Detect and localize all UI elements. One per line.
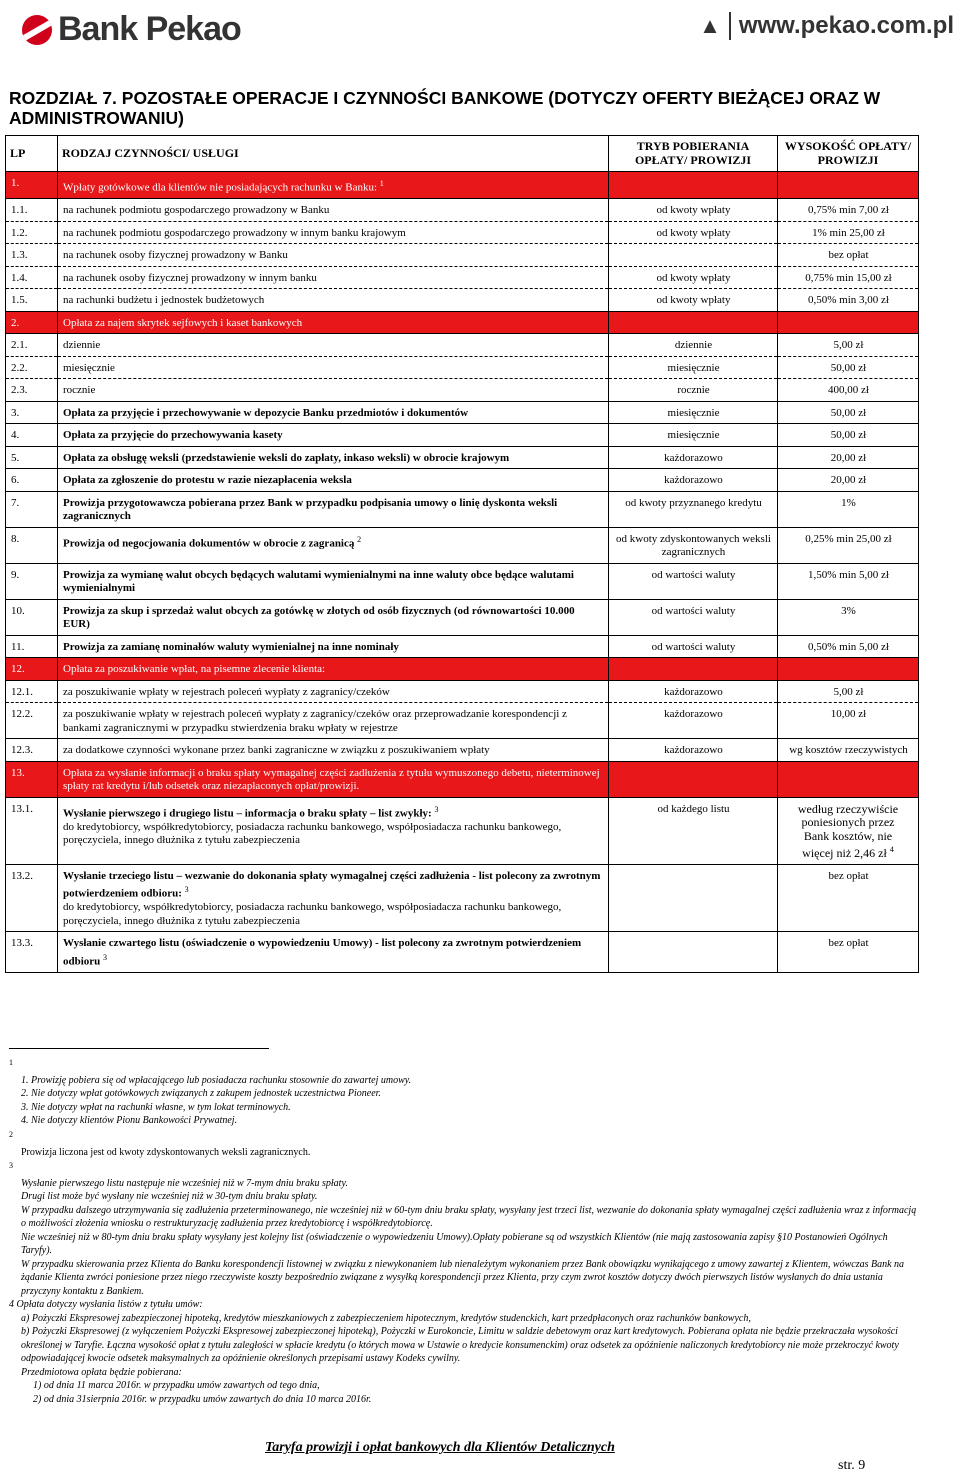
chapter-title: ROZDZIAŁ 7. POZOSTAŁE OPERACJE I CZYNNOŚCI BANKOWE (DOTYCZY OFERTY BIEŻĄCEJ ORAZ W ADMINISTROWANIU)	[9, 88, 881, 128]
row-value	[778, 739, 919, 762]
row-value	[778, 797, 919, 864]
row-lp: 12.1.	[6, 680, 58, 703]
row-value-text: bez opłat	[828, 249, 869, 262]
footnote-ref: 2	[357, 534, 362, 544]
row-value-text: 0,75% min 15,00 zł	[805, 271, 892, 284]
row-value-text: 20,00 zł	[830, 451, 867, 464]
table-row	[6, 334, 919, 357]
table-row	[6, 761, 919, 797]
row-name-text: miesięcznie	[63, 361, 115, 374]
row-value	[778, 424, 919, 447]
table-row	[6, 703, 919, 739]
row-name	[58, 527, 609, 563]
row-tryb: od kwoty wpłaty	[609, 199, 778, 222]
row-tryb	[609, 244, 778, 267]
row-value	[778, 527, 919, 563]
row-value	[778, 680, 919, 703]
row-lp: 9.	[6, 563, 58, 599]
row-name-text: na rachunek podmiotu gospodarczego prowadzony w innym banku krajowym	[63, 226, 406, 239]
row-name	[58, 680, 609, 703]
row-value-text: 0,50% min 5,00 zł	[808, 640, 889, 653]
row-name-text: na rachunek podmiotu gospodarczego prowadzony w Banku	[63, 204, 330, 217]
row-lp: 2.	[6, 311, 58, 334]
row-tryb	[609, 761, 778, 797]
row-value-text: bez opłat	[828, 869, 869, 882]
row-lp: 1.3.	[6, 244, 58, 267]
header-lp: LP	[6, 136, 58, 172]
row-value-text: 50,00 zł	[830, 361, 867, 374]
footnote: Drugi list może być wysłany nie wcześniej niż w 30-tym dniu braku spłaty.	[21, 1191, 318, 1203]
footnote: W przypadku dalszego utrzymywania się zadłużenia przeterminowanego, nie wcześniej niż w 60-tym dniu braku spłaty, wysyłany jest trzeci list, wezwanie do dokonania spłaty wymagalnej części zadłużenia wraz z informacją o możliwości złożenia wniosku o restrukturyzację zadłużenia przez kredytobiorcę i współkredytobiorcę.	[21, 1204, 917, 1230]
site-url-block	[699, 12, 954, 40]
row-lp: 5.	[6, 446, 58, 469]
row-value	[778, 658, 919, 681]
table-row	[6, 424, 919, 447]
row-tryb: od wartości waluty	[609, 599, 778, 635]
table-body	[6, 172, 919, 973]
row-value-text: 0,75% min 7,00 zł	[808, 204, 889, 217]
row-value	[778, 199, 919, 222]
table-row	[6, 199, 919, 222]
row-name	[58, 635, 609, 658]
row-name-text: rocznie	[63, 384, 96, 397]
row-lp: 10.	[6, 599, 58, 635]
table-row	[6, 739, 919, 762]
row-tryb: od kwoty wpłaty	[609, 289, 778, 312]
row-name-text: Wysłanie pierwszego i drugiego listu – informacja o braku spłaty – list zwykły:	[63, 807, 432, 820]
row-name-text: Opłata za poszukiwanie wpłat, na pisemne zlecenie klienta:	[63, 663, 326, 676]
table-row	[6, 244, 919, 267]
row-tryb: od wartości waluty	[609, 635, 778, 658]
row-value-text: 1%	[841, 496, 856, 509]
fn-marker: 3	[9, 1161, 13, 1171]
site-url[interactable]: www.pekao.com.pl	[738, 12, 954, 39]
row-tryb: od kwoty przyznanego kredytu	[609, 491, 778, 527]
footnote: Wysłanie pierwszego listu następuje nie wcześniej niż w 7-mym dniu braku spłaty.	[21, 1177, 348, 1189]
row-value	[778, 446, 919, 469]
row-name	[58, 703, 609, 739]
row-tryb	[609, 172, 778, 199]
footnote: W przypadku skierowania przez Klienta do Banku korespondencji listownej w związku z niewykonaniem lub nienależytym wykonaniem przez Bank obowiązku wynikającego z umowy zawartej z Klientem, wówczas Bank na żądanie Klienta zwróci poniesione przez niego rzeczywiste koszty bezpośrednio związane z wysyłką korespondencji przez Klienta, przy czym zwrot kosztów dotyczy dwóch pierwszych listów wysłanych do dnia ustania przyczyny kontaktu z Bankiem.	[21, 1258, 905, 1297]
row-value	[778, 356, 919, 379]
row-lp: 2.1.	[6, 334, 58, 357]
table-row	[6, 658, 919, 681]
row-name-text: za dodatkowe czynności wykonane przez banki zagraniczne w związku z poszukiwaniem wpłaty	[63, 744, 490, 757]
table-row	[6, 527, 919, 563]
row-name-text: Wpłaty gotówkowe dla klientów nie posiadających rachunku w Banku:	[63, 181, 378, 194]
row-name-text: Opłata za wysłanie informacji o braku spłaty wymagalnej części zadłużenia z tytułu wymuszonego debetu, nieterminowej spłaty rat kredytu i/lub odsetek oraz niezapłaconych opłat/prowizji.	[63, 766, 600, 793]
footnote: Przedmiotowa opłata będzie pobierana:	[21, 1366, 182, 1378]
row-name	[58, 266, 609, 289]
footnote-ref: 1	[379, 179, 384, 188]
row-value	[778, 221, 919, 244]
row-name-text: Prowizja od negocjowania dokumentów w obrocie z zagranicą	[63, 537, 355, 550]
row-value-text: 20,00 zł	[830, 474, 867, 487]
footnote-ref: 4	[889, 845, 894, 855]
table-row	[6, 932, 919, 973]
table-row	[6, 680, 919, 703]
row-name-text: Prowizja przygotowawcza pobierana przez Bank w przypadku podpisania umowy o linię dyskonta weksli zagranicznych	[63, 496, 558, 523]
row-name	[58, 599, 609, 635]
row-name	[58, 469, 609, 492]
row-name	[58, 334, 609, 357]
row-lp: 8.	[6, 527, 58, 563]
row-value	[778, 563, 919, 599]
row-name	[58, 424, 609, 447]
row-lp: 12.3.	[6, 739, 58, 762]
row-value	[778, 932, 919, 973]
row-name	[58, 199, 609, 222]
table-row	[6, 172, 919, 199]
row-value-text: 5,00 zł	[833, 685, 864, 698]
table-row	[6, 469, 919, 492]
row-tryb: miesięcznie	[609, 424, 778, 447]
pekao-logo-icon	[22, 15, 52, 45]
row-value	[778, 379, 919, 402]
row-value-text: 3%	[841, 604, 856, 617]
row-name-text: Opłata za przyjęcie i przechowywanie w depozycie Banku przedmiotów i dokumentów	[63, 406, 469, 419]
footnote: a) Pożyczki Ekspresowej zabezpieczonej hipoteką, kredytów mieszkaniowych z zabezpieczeniem hipotecznym, kredytów studenckich, kart przedpłaconych oraz rachunków bankowych,	[21, 1312, 751, 1324]
row-lp: 12.	[6, 658, 58, 681]
table-row	[6, 379, 919, 402]
footnote: Prowizja liczona jest od kwoty zdyskontowanych weksli zagranicznych.	[21, 1146, 311, 1158]
row-value-text: 10,00 zł	[830, 708, 867, 721]
footnote-ref: 3	[184, 885, 189, 895]
footnote: 1. Prowizję pobiera się od wpłacającego lub posiadacza rachunku stosownie do zawartej umowy.	[21, 1074, 412, 1086]
divider	[729, 12, 731, 40]
row-name	[58, 311, 609, 334]
row-name-text: Opłata za najem skrytek sejfowych i kaset bankowych	[63, 316, 303, 329]
row-tryb: od wartości waluty	[609, 563, 778, 599]
row-value	[778, 703, 919, 739]
row-tryb	[609, 311, 778, 334]
row-tryb: dziennie	[609, 334, 778, 357]
row-name	[58, 289, 609, 312]
table-row	[6, 446, 919, 469]
row-tryb	[609, 932, 778, 973]
row-name-text: Wysłanie trzeciego listu – wezwanie do dokonania spłaty wymagalnej części zadłużenia - list polecony za zwrotnym potwierdzeniem odbioru:	[63, 869, 601, 900]
row-name	[58, 446, 609, 469]
table-row	[6, 599, 919, 635]
table-row	[6, 401, 919, 424]
row-name	[58, 739, 609, 762]
row-tryb	[609, 864, 778, 932]
row-lp: 1.	[6, 172, 58, 199]
row-name	[58, 563, 609, 599]
row-value	[778, 761, 919, 797]
row-tryb: od kwoty wpłaty	[609, 266, 778, 289]
row-tryb: rocznie	[609, 379, 778, 402]
row-tryb: każdorazowo	[609, 446, 778, 469]
row-name	[58, 658, 609, 681]
row-value	[778, 635, 919, 658]
row-value-text: 5,00 zł	[833, 339, 864, 352]
tariff-footer: Taryfa prowizji i opłat bankowych dla Klientów Detalicznych	[265, 1440, 615, 1455]
bison-icon: ▲	[699, 13, 721, 38]
row-lp: 13.3.	[6, 932, 58, 973]
row-lp: 13.2.	[6, 864, 58, 932]
row-lp: 4.	[6, 424, 58, 447]
row-name	[58, 491, 609, 527]
row-name	[58, 761, 609, 797]
row-lp: 13.1.	[6, 797, 58, 864]
row-lp: 1.2.	[6, 221, 58, 244]
row-lp: 2.2.	[6, 356, 58, 379]
footnote: 4. Nie dotyczy klientów Pionu Bankowości Prywatnej.	[21, 1115, 238, 1127]
row-value	[778, 334, 919, 357]
table-row	[6, 563, 919, 599]
header-rodzaj: RODZAJ CZYNNOŚCI/ USŁUGI	[58, 136, 609, 172]
table-row	[6, 266, 919, 289]
row-name-text: na rachunek osoby fizycznej prowadzony w innym banku	[63, 271, 317, 284]
fn-marker: 1	[9, 1058, 13, 1067]
footnote: 2. Nie dotyczy wpłat gotówkowych związanych z zakupem jednostek uczestnictwa Pioneer.	[21, 1088, 381, 1100]
row-name	[58, 797, 609, 864]
footnote: 2) od dnia 31sierpnia 2016r. w przypadku umów zawartych do dnia 10 marca 2016r.	[33, 1393, 372, 1405]
row-value-text: 0,25% min 25,00 zł	[805, 532, 892, 545]
row-name-text: dziennie	[63, 339, 101, 352]
row-value	[778, 311, 919, 334]
row-tryb: od każdego listu	[609, 797, 778, 864]
row-value	[778, 599, 919, 635]
row-name	[58, 172, 609, 199]
row-value	[778, 244, 919, 267]
row-tryb: miesięcznie	[609, 401, 778, 424]
row-name	[58, 401, 609, 424]
row-name-text: Opłata za zgłoszenie do protestu w razie niezapłacenia weksla	[63, 474, 352, 487]
row-name-text: za poszukiwanie wpłaty w rejestrach poleceń wypłaty z zagranicy/czeków	[63, 685, 390, 698]
row-lp: 1.1.	[6, 199, 58, 222]
row-value	[778, 266, 919, 289]
row-value-text: bez opłat	[828, 937, 869, 950]
row-lp: 1.4.	[6, 266, 58, 289]
footnote-divider	[9, 1048, 269, 1049]
row-name	[58, 864, 609, 932]
footnote: 1) od dnia 11 marca 2016r. w przypadku umów zawartych od tego dnia,	[33, 1380, 320, 1392]
row-lp: 11.	[6, 635, 58, 658]
row-name	[58, 379, 609, 402]
row-tryb: od kwoty wpłaty	[609, 221, 778, 244]
table-row	[6, 491, 919, 527]
footnote-ref: 3	[434, 804, 439, 814]
row-tryb: każdorazowo	[609, 703, 778, 739]
row-description: do kredytobiorcy, współkredytobiorcy, posiadacza rachunku bankowego, współposiadacza rachunku bankowego, poręczyciela, innego dłużnika z tytułu zabezpieczenia	[63, 901, 562, 927]
footnote: 4 Opłata dotyczy wysłania listów z tytułu umów:	[9, 1299, 203, 1311]
page-number: str. 9	[838, 1458, 866, 1473]
row-value-text: 0,50% min 3,00 zł	[808, 294, 889, 307]
footnote: Nie wcześniej niż w 80-tym dniu braku spłaty wysyłany jest kolejny list (oświadczenie o wypowiedzeniu Umowy).Opłaty pobierane są od wszystkich Klientów (nie mają zastosowania zapisy §10 Postanowień Ogólnych Taryfy).	[21, 1231, 888, 1257]
row-name-text: Opłata za przyjęcie do przechowywania kasety	[63, 429, 283, 442]
row-value	[778, 401, 919, 424]
row-value	[778, 491, 919, 527]
row-description: do kredytobiorcy, współkredytobiorcy, posiadacza rachunku bankowego, współposiadacza rachunku bankowego, poręczyciela, innego dłużnika z tytułu zabezpieczenia	[63, 820, 562, 847]
fn-marker: 2	[9, 1129, 13, 1139]
row-name	[58, 221, 609, 244]
row-name-text: Opłata za obsługę weksli (przedstawienie weksli do zapłaty, inkaso weksli) w obrocie krajowym	[63, 451, 510, 464]
table-row	[6, 289, 919, 312]
row-tryb: każdorazowo	[609, 739, 778, 762]
table-header	[6, 136, 919, 172]
fees-table	[5, 135, 919, 973]
header-wysokosc: WYSOKOŚĆ OPŁATY/ PROWIZJI	[778, 136, 919, 172]
row-value	[778, 172, 919, 199]
footnote: 3. Nie dotyczy wpłat na rachunki własne, w tym lokat terminowych.	[21, 1101, 291, 1113]
row-value-text: według rzeczywiście poniesionych przez Bank kosztów, nie więcej niż 2,46 zł	[797, 801, 899, 861]
table-row	[6, 635, 919, 658]
row-name-text: Prowizja za wymianę walut obcych będących walutami wymienialnymi na inne waluty obce będące walutami wymienialnymi	[63, 568, 574, 595]
table-row	[6, 864, 919, 932]
row-lp: 1.5.	[6, 289, 58, 312]
row-name-text: na rachunek osoby fizycznej prowadzony w Banku	[63, 249, 288, 262]
row-value	[778, 469, 919, 492]
row-value-text: 50,00 zł	[830, 406, 867, 419]
row-value-text: 400,00 zł	[828, 384, 869, 397]
row-name	[58, 932, 609, 973]
row-name	[58, 244, 609, 267]
row-tryb: od kwoty zdyskontowanych weksli zagranicznych	[609, 527, 778, 563]
row-tryb: każdorazowo	[609, 469, 778, 492]
row-name-text: Prowizja za skup i sprzedaż walut obcych za gotówkę w złotych od osób fizycznych (od równowartości 10.000 EUR)	[63, 604, 575, 631]
row-tryb: miesięcznie	[609, 356, 778, 379]
table-row	[6, 311, 919, 334]
header-tryb: TRYB POBIERANIA OPŁATY/ PROWIZJI	[609, 136, 778, 172]
row-name	[58, 356, 609, 379]
row-lp: 13.	[6, 761, 58, 797]
row-name-text: za poszukiwanie wpłaty w rejestrach poleceń wypłaty z zagranicy/czeków oraz przeprowadzanie korespondencji z bankami zagranicznymi w przypadku stwierdzenia braku wpłaty w rejestrze	[63, 708, 567, 734]
table-row	[6, 356, 919, 379]
row-lp: 6.	[6, 469, 58, 492]
row-value-text: 50,00 zł	[830, 429, 867, 442]
row-name-text: Wysłanie czwartego listu (oświadczenie o wypowiedzeniu Umowy) - list polecony za zwrotnym potwierdzeniem odbioru	[63, 937, 582, 968]
row-tryb	[609, 658, 778, 681]
table-row	[6, 221, 919, 244]
row-name-text: Prowizja za zamianę nominałów waluty wymienialnej na inne nominały	[63, 640, 399, 653]
row-name-text: na rachunki budżetu i jednostek budżetowych	[63, 294, 265, 307]
logo-text: Bank Pekao	[58, 10, 241, 48]
row-lp: 7.	[6, 491, 58, 527]
footnote-ref: 3	[103, 952, 108, 962]
row-tryb: każdorazowo	[609, 680, 778, 703]
bank-logo	[22, 10, 241, 49]
footnotes	[9, 1056, 919, 1406]
row-value-text: wg kosztów rzeczywistych	[789, 744, 908, 757]
row-value	[778, 289, 919, 312]
row-lp: 2.3.	[6, 379, 58, 402]
row-value-text: 1,50% min 5,00 zł	[808, 568, 889, 581]
row-lp: 12.2.	[6, 703, 58, 739]
row-lp: 3.	[6, 401, 58, 424]
row-value-text: 1% min 25,00 zł	[812, 226, 885, 239]
footnote: b) Pożyczki Ekspresowej (z wyłączeniem Pożyczki Ekspresowej zabezpieczonej hipoteką), Pożyczki w Eurokoncie, Limitu w saldzie debetowym oraz kart kredytowych. Pobierana opłata nie będzie przekraczała wysokości określonej w Taryfie. Łączna wysokość opłat z tytułu zaległości w spłacie kredytu (o których mowa w Ustawie o kredycie konsumenckim) oraz odsetek za opóźnienie naliczonych kredytobiorcy nie może przekroczyć kwoty odpowiadającej kwocie odsetek maksymalnych za opóźnienie określonych przepisami ustawy Kodeks cywilny.	[21, 1326, 899, 1365]
table-row	[6, 797, 919, 864]
row-value	[778, 864, 919, 932]
